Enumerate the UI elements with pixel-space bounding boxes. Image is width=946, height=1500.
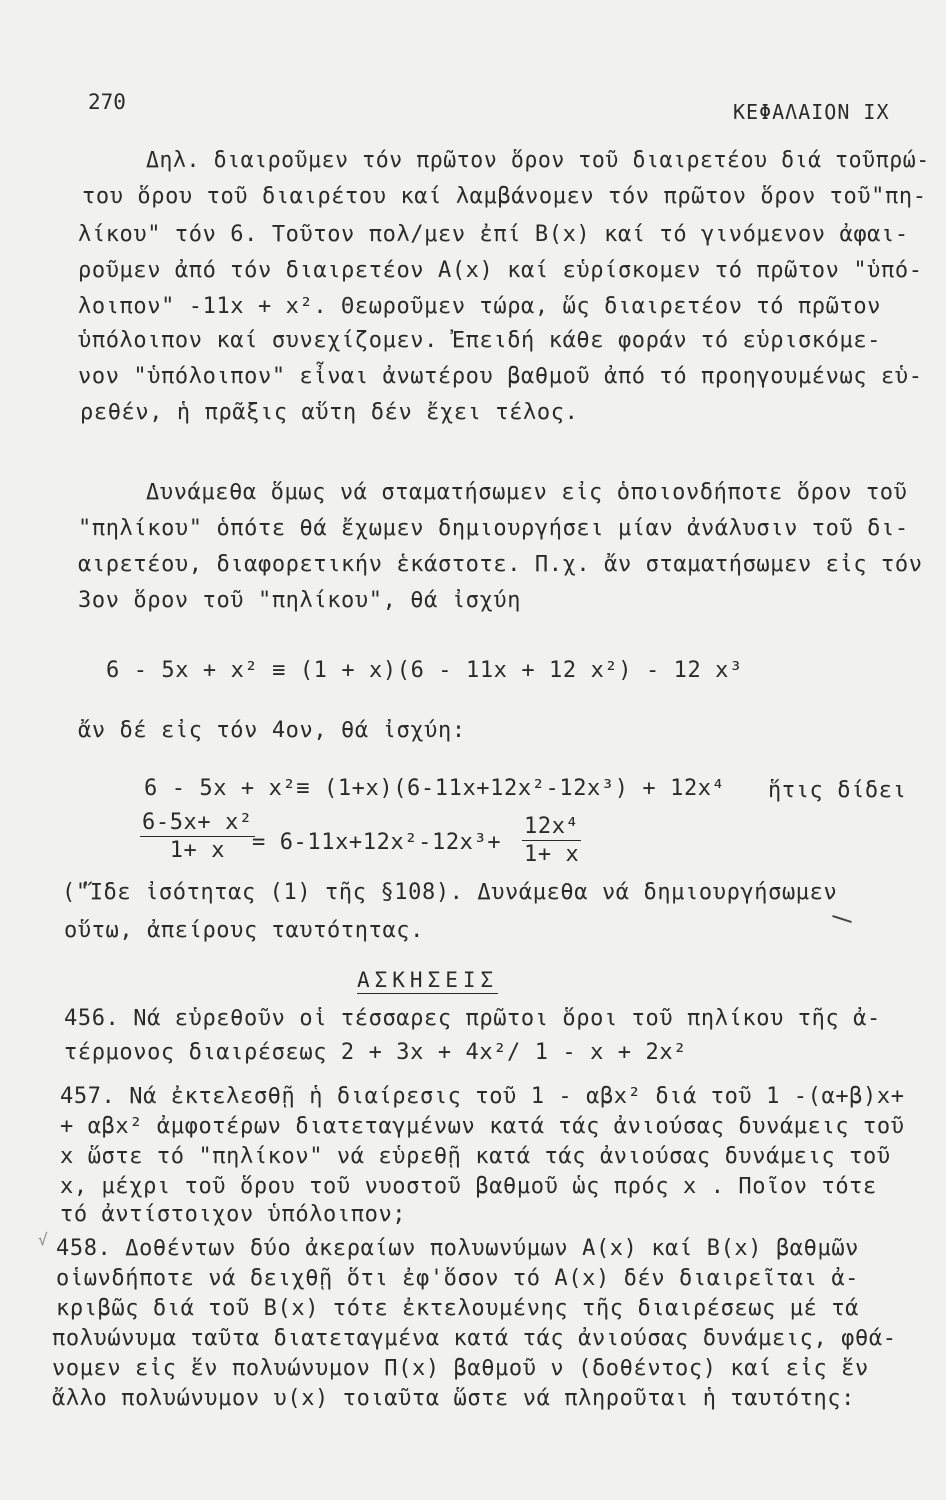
exercise-457-line-1: 457. Νά ἐκτελεσθῇ ἡ διαίρεσις τοῦ 1 - αβx² διά τοῦ 1 -(α+β)x+ <box>60 1084 905 1109</box>
para3-line-1: ("Ἴδε ἰσότητας (1) τῆς §108). Δυνάμεθα νά δημιουργήσωμεν <box>62 880 838 905</box>
para1-line-1: Δηλ. διαιροῦμεν τόν πρῶτον ὅρον τοῦ διαιρετέου διά τοῦπρώ- <box>146 148 930 173</box>
pen-mark <box>832 915 852 923</box>
equation-2-suffix: ἥτις δίδει <box>768 778 907 803</box>
equation-3-lhs-denominator: 1+ x <box>169 838 226 863</box>
para2-line-2: "πηλίκου" ὁπότε θά ἔχωμεν δημιουργήσει μίαν ἀνάλυσιν τοῦ δι- <box>78 516 909 541</box>
para1-line-3: λίκου" τόν 6. Τοῦτον πολ/μεν ἐπί B(x) καί τό γινόμενον ἀφαι- <box>78 222 909 247</box>
exercise-458-line-6: ἄλλο πολυώνυμον υ(x) τοιαῦτα ὥστε νά πληροῦται ἡ ταυτότης: <box>52 1386 856 1411</box>
margin-mark: √ <box>38 1230 48 1249</box>
para1-line-8: ρεθέν, ἡ πρᾶξις αὕτη δέν ἔχει τέλος. <box>80 400 579 425</box>
exercise-456-line-2: τέρμονος διαιρέσεως 2 + 3x + 4x²/ 1 - x + 2x² <box>64 1040 688 1065</box>
exercises-heading: ΑΣΚΗΣΕΙΣ <box>357 968 499 992</box>
exercise-458-line-3: κριβῶς διά τοῦ B(x) τότε ἐκτελουμένης τῆς διαιρέσεως μέ τά <box>56 1296 860 1321</box>
equation-3-lhs-numerator: 6-5x+ x² <box>142 810 253 835</box>
para1-line-7: νον "ὑπόλοιπον" εἶναι ἀνωτέρου βαθμοῦ ἀπό τό προηγουμένως εὑ- <box>78 364 923 389</box>
chapter-header: ΚΕΦΑΛΑΙΟΝ IX <box>733 100 890 124</box>
equation-3-lhs-fraction <box>140 810 255 863</box>
para1-line-2: του ὅρου τοῦ διαιρέτου καί λαμβάνομεν τόν πρῶτον ὅρον τοῦ"πη- <box>82 184 927 209</box>
para3-line-2: οὕτω, ἀπείρους ταυτότητας. <box>64 918 424 943</box>
equation-1: 6 - 5x + x² ≡ (1 + x)(6 - 11x + 12 x²) - 12 x³ <box>106 658 743 683</box>
para1-line-4: ροῦμεν ἀπό τόν διαιρετέον A(x) καί εὑρίσκομεν τό πρῶτον "ὑπό- <box>78 258 923 283</box>
exercise-458-line-4: πολυώνυμα ταῦτα διατεταγμένα κατά τάς ἀνιούσας δυνάμεις, φθά- <box>52 1326 897 1351</box>
exercise-458-line-5: νομεν εἰς ἕν πολυώνυμον Π(x) βαθμοῦ ν (δοθέντος) καί εἰς ἕν <box>52 1356 869 1381</box>
para2-line-3: αιρετέου, διαφορετικήν ἑκάστοτε. Π.χ. ἄν σταματήσωμεν εἰς τόν <box>78 552 923 577</box>
para2-line-4: 3ον ὅρον τοῦ "πηλίκου", θά ἰσχύη <box>78 588 522 613</box>
exercise-458-line-1: 458. Δοθέντων δύο ἀκεραίων πολυωνύμων A(x) καί B(x) βαθμῶν <box>56 1236 860 1261</box>
exercise-456-line-1: 456. Νά εὑρεθοῦν οἱ τέσσαρες πρῶτοι ὅροι τοῦ πηλίκου τῆς ἀ- <box>64 1006 881 1031</box>
equation-3-rhs-numerator: 12x⁴ <box>524 814 580 839</box>
exercise-458-line-2: οἱωνδήποτε νά δειχθῇ ὅτι ἐφ'ὅσον τό A(x) δέν διαιρεῖται ἀ- <box>56 1266 860 1291</box>
exercise-457-line-4: x, μέχρι τοῦ ὅρου τοῦ νυοστοῦ βαθμοῦ ὡς πρός x . Ποῖον τότε <box>60 1174 877 1199</box>
page-number: 270 <box>88 90 126 114</box>
equation-2: 6 - 5x + x²≡ (1+x)(6-11x+12x²-12x³) + 12x⁴ <box>144 776 726 801</box>
para1-line-5: λοιπον" -11x + x². Θεωροῦμεν τώρα, ὥς διαιρετέον τό πρῶτον <box>78 294 882 319</box>
para1-line-6: ὑπόλοιπον καί συνεχίζομεν. Ἐπειδή κάθε φοράν τό εὑρισκόμε- <box>78 328 882 353</box>
exercise-457-line-5: τό ἀντίστοιχον ὑπόλοιπον; <box>60 1202 407 1227</box>
equation-3-rhs-fraction <box>522 814 581 867</box>
equation-3-rhs-denominator: 1+ x <box>524 842 580 867</box>
text-after-equation-1: ἄν δέ εἰς τόν 4ον, θά ἰσχύη: <box>78 718 466 743</box>
exercise-457-line-3: x ὥστε τό "πηλίκον" νά εὑρεθῇ κατά τάς ἀνιούσας δυνάμεις τοῦ <box>60 1144 891 1169</box>
exercise-457-line-2: + αβx² ἀμφοτέρων διατεταγμένων κατά τάς ἀνιούσας δυνάμεις τοῦ <box>60 1114 905 1139</box>
para2-line-1: Δυνάμεθα ὅμως νά σταματήσωμεν εἰς ὁποιονδήποτε ὅρον τοῦ <box>146 480 908 505</box>
equation-3-middle: = 6-11x+12x²-12x³+ <box>252 830 502 855</box>
